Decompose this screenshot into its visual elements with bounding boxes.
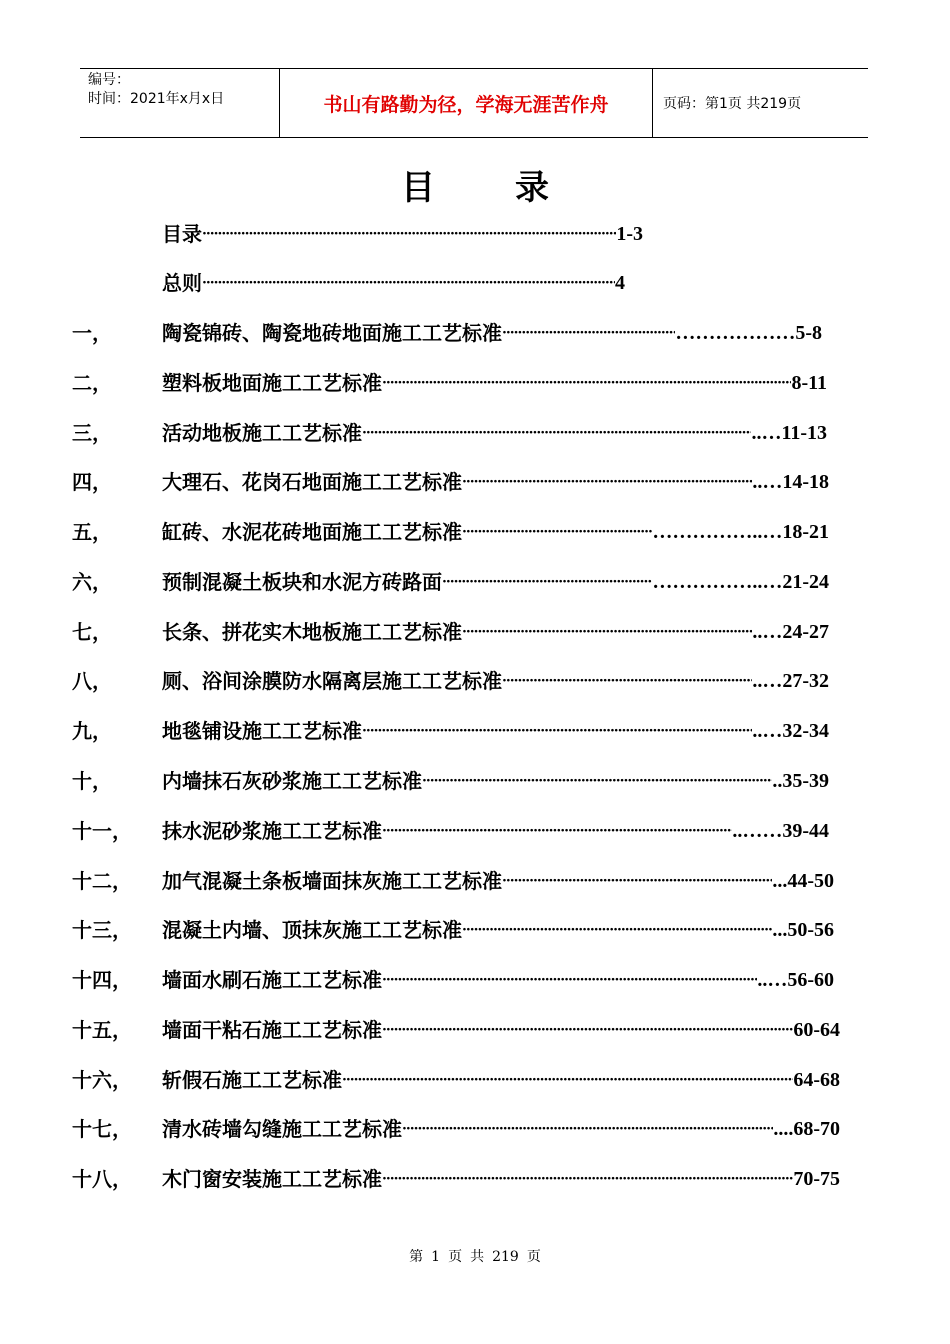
toc-item-number: 十一， xyxy=(72,819,132,843)
toc-item-number: 一， xyxy=(72,321,112,345)
toc-item-page: ………………5-8 xyxy=(675,322,822,344)
toc-item-page: ...50-56 xyxy=(772,919,834,941)
toc-item-number: 十八， xyxy=(72,1167,132,1191)
toc-item-title: 混凝土内墙、顶抹灰施工工艺标准 xyxy=(162,918,462,942)
toc-item-page: ..…24-27 xyxy=(752,621,829,643)
toc-item-page: 60-64 xyxy=(793,1019,840,1041)
toc-leader-dots xyxy=(402,1114,773,1144)
toc-item-title: 陶瓷锦砖、陶瓷地砖地面施工工艺标准 xyxy=(162,321,502,345)
toc-leader-dots xyxy=(202,268,615,298)
toc-item[interactable] xyxy=(162,666,829,696)
toc-leader-dots xyxy=(462,467,752,497)
header-motto: 书山有路勤为径，学海无涯苦作舟 xyxy=(280,69,653,137)
toc-item-number: 十六， xyxy=(72,1068,132,1092)
toc-item-title: 墙面干粘石施工工艺标准 xyxy=(162,1018,382,1042)
toc-item[interactable] xyxy=(162,965,834,995)
toc-item-title: 长条、拼花实木地板施工工艺标准 xyxy=(162,620,462,644)
toc-item-page: ..…27-32 xyxy=(752,670,829,692)
toc-item-page: ....68-70 xyxy=(773,1118,840,1140)
toc-leader-dots xyxy=(382,368,791,398)
title-char-left: 目 xyxy=(401,168,435,208)
toc-item-title: 木门窗安装施工工艺标准 xyxy=(162,1167,382,1191)
document-number-label: 编号： xyxy=(88,72,130,88)
toc-item-page: ..……39-44 xyxy=(732,820,829,842)
footer-text: 页 xyxy=(526,1249,541,1265)
toc-item-number: 十二， xyxy=(72,869,132,893)
toc-item-title: 内墙抹石灰砂浆施工工艺标准 xyxy=(162,769,422,793)
header-page-info: 页码：第1页 共219页 xyxy=(663,96,802,112)
toc-item[interactable] xyxy=(162,1065,840,1095)
toc-item[interactable] xyxy=(162,617,829,647)
toc-item-title: 总则 xyxy=(162,271,202,295)
toc-item[interactable] xyxy=(162,418,827,448)
toc-leader-dots xyxy=(342,1065,793,1095)
page-title xyxy=(0,160,950,209)
footer-total-pages: 219 xyxy=(492,1249,519,1265)
toc-item[interactable] xyxy=(162,219,643,249)
toc-item-title: 清水砖墙勾缝施工工艺标准 xyxy=(162,1117,402,1141)
toc-leader-dots xyxy=(382,965,757,995)
toc-item-number: 十， xyxy=(72,769,112,793)
toc-item-page: ..35-39 xyxy=(772,770,829,792)
toc-item[interactable] xyxy=(162,268,625,298)
toc-item[interactable] xyxy=(162,1164,840,1194)
toc-leader-dots xyxy=(202,219,616,249)
toc-item[interactable] xyxy=(162,915,834,945)
toc-item-title: 地毯铺设施工工艺标准 xyxy=(162,719,362,743)
toc-item[interactable] xyxy=(162,567,829,597)
toc-item[interactable] xyxy=(162,1114,840,1144)
toc-leader-dots xyxy=(462,517,652,547)
page-footer xyxy=(0,1246,950,1266)
toc-item-number: 十五， xyxy=(72,1018,132,1042)
toc-leader-dots xyxy=(362,716,752,746)
toc-item[interactable] xyxy=(162,318,822,348)
toc-item-number: 十四， xyxy=(72,968,132,992)
toc-leader-dots xyxy=(442,567,652,597)
toc-item-number: 四， xyxy=(72,470,112,494)
toc-item-title: 墙面水刷石施工工艺标准 xyxy=(162,968,382,992)
toc-item-title: 目录 xyxy=(162,222,202,246)
toc-leader-dots xyxy=(462,915,772,945)
toc-item-page: ……………..…21-24 xyxy=(652,571,829,593)
toc-item-title: 活动地板施工工艺标准 xyxy=(162,421,362,445)
footer-text: 第 xyxy=(409,1249,424,1265)
toc-item-number: 七， xyxy=(72,620,112,644)
toc-item-number: 六， xyxy=(72,570,112,594)
toc-leader-dots xyxy=(382,1164,793,1194)
toc-item-title: 抹水泥砂浆施工工艺标准 xyxy=(162,819,382,843)
footer-page-number: 1 xyxy=(431,1249,441,1265)
toc-leader-dots xyxy=(422,766,772,796)
toc-item-page: 64-68 xyxy=(793,1069,840,1091)
toc-item-page: 4 xyxy=(615,272,625,294)
toc-leader-dots xyxy=(362,418,751,448)
toc-item-title: 斩假石施工工艺标准 xyxy=(162,1068,342,1092)
toc-leader-dots xyxy=(382,1015,793,1045)
toc-item-number: 八， xyxy=(72,669,112,693)
toc-item-title: 厕、浴间涂膜防水隔离层施工工艺标准 xyxy=(162,669,502,693)
toc-leader-dots xyxy=(462,617,752,647)
toc-item-page: 70-75 xyxy=(793,1168,840,1190)
document-header xyxy=(80,68,868,138)
toc-item-number: 五， xyxy=(72,520,112,544)
toc-item[interactable] xyxy=(162,1015,840,1045)
title-char-right: 录 xyxy=(515,168,549,208)
toc-item-number: 三， xyxy=(72,421,112,445)
toc-item[interactable] xyxy=(162,517,829,547)
toc-item-title: 预制混凝土板块和水泥方砖路面 xyxy=(162,570,442,594)
toc-leader-dots xyxy=(502,318,675,348)
toc-item[interactable] xyxy=(162,368,827,398)
toc-item-title: 大理石、花岗石地面施工工艺标准 xyxy=(162,470,462,494)
footer-text: 页 xyxy=(448,1249,463,1265)
toc-item[interactable] xyxy=(162,467,829,497)
toc-item-title: 塑料板地面施工工艺标准 xyxy=(162,371,382,395)
toc-item[interactable] xyxy=(162,766,829,796)
toc-item-page: ..…11-13 xyxy=(751,422,827,444)
toc-item-number: 二， xyxy=(72,371,112,395)
toc-leader-dots xyxy=(502,866,772,896)
toc-item-page: ...44-50 xyxy=(772,870,834,892)
toc-item-title: 缸砖、水泥花砖地面施工工艺标准 xyxy=(162,520,462,544)
toc-item-page: ..…14-18 xyxy=(752,471,829,493)
toc-item-page: ……………..…18-21 xyxy=(652,521,829,543)
toc-item[interactable] xyxy=(162,866,834,896)
toc-item-number: 十三， xyxy=(72,918,132,942)
toc-item-title: 加气混凝土条板墙面抹灰施工工艺标准 xyxy=(162,869,502,893)
footer-text: 共 xyxy=(470,1249,485,1265)
toc-item-page: ..…56-60 xyxy=(757,969,834,991)
toc-item-number: 九， xyxy=(72,719,112,743)
header-meta-cell xyxy=(80,69,280,137)
toc-item-page: ..…32-34 xyxy=(752,720,829,742)
toc-item[interactable] xyxy=(162,816,829,846)
toc-item[interactable] xyxy=(162,716,829,746)
document-time-label: 时间：2021年x月x日 xyxy=(88,91,225,107)
toc-item-page: 1-3 xyxy=(616,223,643,245)
toc-item-number: 十七， xyxy=(72,1117,132,1141)
toc-leader-dots xyxy=(502,666,752,696)
toc-item-page: 8-11 xyxy=(791,372,827,394)
toc-leader-dots xyxy=(382,816,732,846)
